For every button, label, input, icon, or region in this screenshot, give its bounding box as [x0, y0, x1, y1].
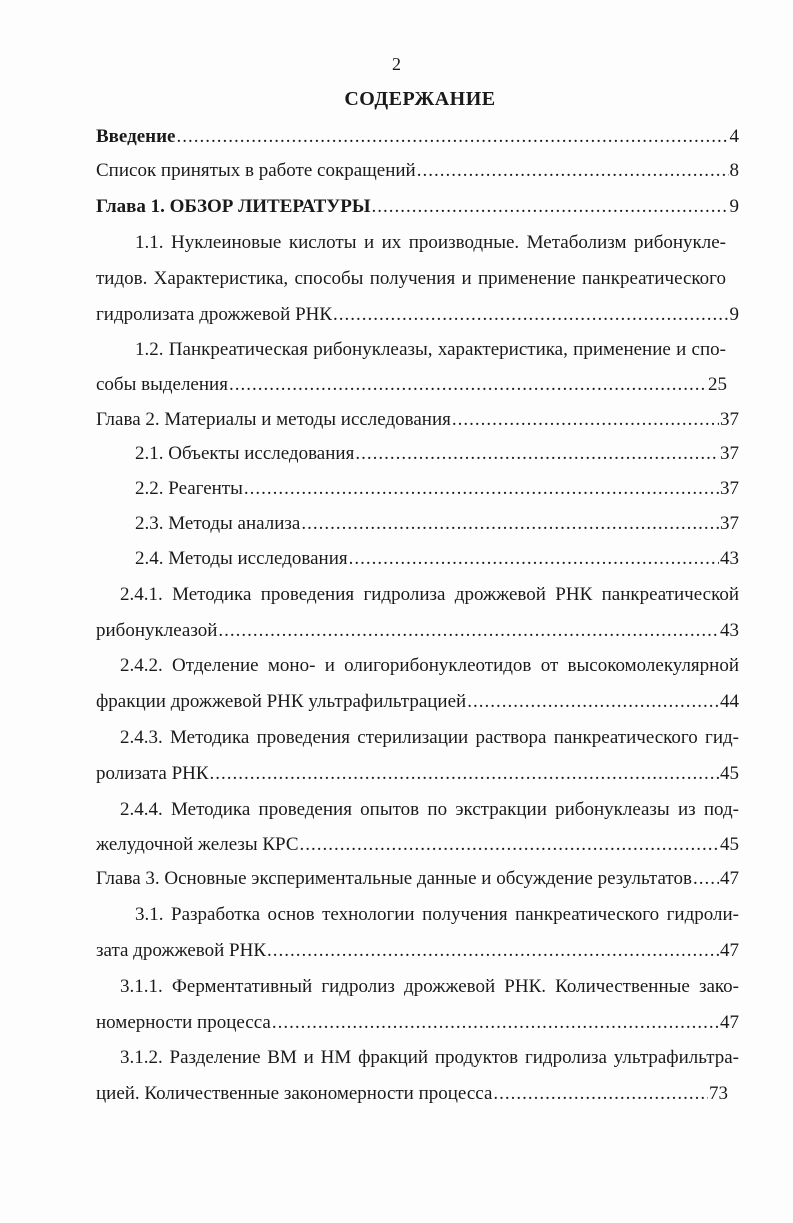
toc-entry-text: номерности процесса: [96, 1012, 271, 1033]
dot-leader: [452, 405, 719, 435]
dot-leader: [229, 370, 707, 400]
toc-entry-text: гидролизата дрожжевой РНК: [96, 304, 333, 325]
page-number: 2: [392, 54, 401, 74]
toc-page-number: 45: [720, 763, 739, 784]
dot-leader: [244, 474, 719, 504]
dot-leader: [300, 830, 719, 860]
toc-entry-text: 2.2. Реагенты: [135, 478, 243, 499]
toc-page-number: 43: [720, 548, 739, 569]
dot-leader: [355, 439, 719, 469]
toc-entry-text: 2.3. Методы анализа: [135, 513, 301, 534]
toc-entry-text: собы выделения: [96, 374, 228, 395]
toc-entry-section-2-1[interactable]: [135, 439, 739, 469]
dot-leader: [693, 864, 719, 894]
toc-entry-text: Глава 2. Материалы и методы исследования: [96, 409, 451, 430]
toc-page-number: 9: [729, 196, 739, 217]
toc-page-number: 37: [720, 478, 739, 499]
toc-entry-introduction[interactable]: [96, 122, 739, 152]
dot-leader: [349, 544, 719, 574]
dot-leader: [372, 192, 729, 222]
toc-page-number: 73: [709, 1083, 728, 1104]
toc-page-number: 45: [720, 834, 739, 855]
toc-entry-text: желудочной железы КРС: [96, 834, 299, 855]
dot-leader: [272, 1008, 719, 1038]
dot-leader: [301, 509, 719, 539]
toc-title: СОДЕРЖАНИЕ: [344, 88, 496, 110]
dot-leader: [218, 616, 719, 646]
toc-entry-section-2-4[interactable]: [135, 544, 739, 574]
toc-entry-section-2-3[interactable]: [135, 509, 739, 539]
toc-entry-text: 3.1.2. Разделение ВМ и НМ фракций продуктов гидролиза ультрафильтра-: [120, 1047, 739, 1068]
dot-leader: [333, 300, 728, 330]
toc-entry-text: ролизата РНК: [96, 763, 209, 784]
toc-page-number: 43: [720, 620, 739, 641]
dot-leader: [210, 759, 719, 789]
toc-entry-abbreviations[interactable]: [96, 156, 739, 186]
toc-entry-text: 3.1.1. Ферментативный гидролиз дрожжевой РНК. Количественные зако-: [120, 976, 739, 997]
toc-entry-text: Введение: [96, 126, 176, 147]
toc-page-number: 37: [720, 443, 739, 464]
toc-entry-chapter-2[interactable]: [96, 405, 739, 435]
dot-leader: [417, 156, 729, 186]
toc-page-number: 37: [720, 409, 739, 430]
toc-entry-text: 3.1. Разработка основ технологии получения панкреатического гидроли-: [135, 904, 739, 925]
toc-entry-text: 2.1. Объекты исследования: [135, 443, 355, 464]
toc-entry-text: рибонуклеазой: [96, 620, 218, 641]
dot-leader: [493, 1079, 708, 1109]
toc-entry-text: Глава 1. ОБЗОР ЛИТЕРАТУРЫ: [96, 196, 371, 217]
toc-entry-chapter-3[interactable]: [96, 864, 739, 894]
toc-entry-text: Глава 3. Основные экспериментальные данные и обсуждение результатов: [96, 868, 692, 889]
toc-page-number: 8: [729, 160, 739, 181]
toc-page-number: 25: [708, 374, 727, 395]
toc-page-number: 9: [729, 304, 739, 325]
dot-leader: [467, 687, 719, 717]
toc-entry-text: Список принятых в работе сокращений: [96, 160, 416, 181]
toc-page-number: 4: [729, 126, 739, 147]
toc-entry-text: 1.2. Панкреатическая рибонуклеазы, характеристика, применение и спо-: [135, 339, 726, 360]
toc-entry-text: тидов. Характеристика, способы получения и применение панкреатического: [96, 268, 726, 289]
toc-entry-text: 2.4.2. Отделение моно- и олигорибонуклеотидов от высокомолекулярной: [120, 655, 739, 676]
toc-page-number: 37: [720, 513, 739, 534]
toc-page-number: 47: [720, 940, 739, 961]
toc-entry-section-2-2[interactable]: [135, 474, 739, 504]
toc-entry-text: 2.4.4. Методика проведения опытов по экстракции рибонуклеазы из под-: [120, 799, 739, 820]
toc-entry-text: 1.1. Нуклеиновые кислоты и их производные. Метаболизм рибонукле-: [135, 232, 726, 253]
toc-page-number: 47: [720, 868, 739, 889]
toc-page-number: 47: [720, 1012, 739, 1033]
toc-entry-text: цией. Количественные закономерности процесса: [96, 1083, 493, 1104]
toc-entry-chapter-1[interactable]: [96, 192, 739, 222]
dot-leader: [177, 122, 729, 152]
toc-entry-text: фракции дрожжевой РНК ультрафильтрацией: [96, 691, 467, 712]
toc-entry-text: зата дрожжевой РНК: [96, 940, 267, 961]
toc-entry-text: 2.4.3. Методика проведения стерилизации раствора панкреатического гид-: [120, 727, 739, 748]
toc-entry-text: 2.4.1. Методика проведения гидролиза дрожжевой РНК панкреатической: [120, 584, 739, 605]
toc-entry-text: 2.4. Методы исследования: [135, 548, 348, 569]
toc-page-number: 44: [720, 691, 739, 712]
dot-leader: [267, 936, 719, 966]
